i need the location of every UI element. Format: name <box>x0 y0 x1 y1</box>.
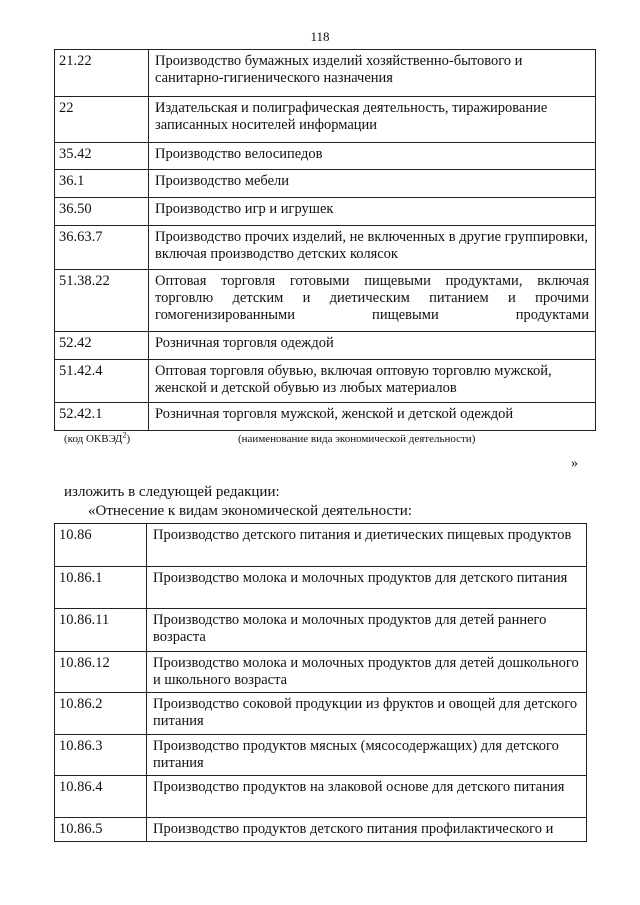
table-row <box>55 97 596 143</box>
table-row <box>55 776 587 818</box>
closing-quote: » <box>571 456 578 471</box>
okved-code: 52.42 <box>55 332 149 360</box>
table-row <box>55 818 587 842</box>
okved-code: 51.38.22 <box>55 270 149 332</box>
table-row <box>55 567 587 609</box>
activity-name: Производство игр и игрушек <box>149 198 596 226</box>
activity-name: Производство прочих изделий, не включенных в другие группировки, включая производство детских колясок <box>149 226 596 270</box>
table-row <box>55 652 587 693</box>
okved-code: 10.86.4 <box>55 776 147 818</box>
okved-table-old <box>54 49 596 431</box>
table-row <box>55 226 596 270</box>
activity-name: Производство продуктов на злаковой основе для детского питания <box>147 776 587 818</box>
new-wording-intro: «Отнесение к видам экономической деятельности: <box>88 503 412 519</box>
activity-name: Производство молока и молочных продуктов для детского питания <box>147 567 587 609</box>
table-row <box>55 270 596 332</box>
page-number: 118 <box>310 29 330 44</box>
okved-code: 36.63.7 <box>55 226 149 270</box>
activity-name: Оптовая торговля готовыми пищевыми продуктами, включая торговлю детским и диетическим питанием и прочими гомогенизированными пищевыми продуктами <box>149 270 596 332</box>
okved-code: 10.86.2 <box>55 693 147 735</box>
okved-code: 52.42.1 <box>55 403 149 431</box>
okved-code: 22 <box>55 97 149 143</box>
okved-code: 51.42.4 <box>55 360 149 403</box>
activity-name-caption: (наименование вида экономической деятельности) <box>238 433 476 445</box>
activity-name: Производство детского питания и диетических пищевых продуктов <box>147 524 587 567</box>
table-row <box>55 170 596 198</box>
okved-code: 36.50 <box>55 198 149 226</box>
amendment-text: изложить в следующей редакции: <box>64 484 280 500</box>
table-row <box>55 50 596 97</box>
okved-code: 35.42 <box>55 143 149 170</box>
okved-code: 10.86.5 <box>55 818 147 842</box>
okved-code: 10.86.11 <box>55 609 147 652</box>
okved-code: 21.22 <box>55 50 149 97</box>
activity-name: Производство велосипедов <box>149 143 596 170</box>
table-row <box>55 143 596 170</box>
okved-code: 10.86 <box>55 524 147 567</box>
table-row <box>55 735 587 776</box>
table-row <box>55 332 596 360</box>
table-row <box>55 609 587 652</box>
activity-name: Розничная торговля одеждой <box>149 332 596 360</box>
okved-code: 10.86.12 <box>55 652 147 693</box>
table-row <box>55 403 596 431</box>
okved-code: 10.86.3 <box>55 735 147 776</box>
activity-name: Оптовая торговля обувью, включая оптовую торговлю мужской, женской и детской обувью из любых материалов <box>149 360 596 403</box>
activity-name: Производство продуктов детского питания профилактического и <box>147 818 587 842</box>
footnote-marker: 2 <box>122 430 127 440</box>
activity-name: Розничная торговля мужской, женской и детской одеждой <box>149 403 596 431</box>
table-row <box>55 198 596 226</box>
activity-name: Производство мебели <box>149 170 596 198</box>
table-row <box>55 524 587 567</box>
okved-table-new <box>54 523 587 842</box>
activity-name: Производство бумажных изделий хозяйственно-бытового и санитарно-гигиенического назначения <box>149 50 596 97</box>
activity-name: Производство молока и молочных продуктов для детей раннего возраста <box>147 609 587 652</box>
okved-code: 36.1 <box>55 170 149 198</box>
activity-name: Производство продуктов мясных (мясосодержащих) для детского питания <box>147 735 587 776</box>
table-row <box>55 360 596 403</box>
table-row <box>55 693 587 735</box>
okved-code: 10.86.1 <box>55 567 147 609</box>
activity-name: Производство соковой продукции из фруктов и овощей для детского питания <box>147 693 587 735</box>
okved-code-caption: (код ОКВЭД$^2$) <box>64 430 131 445</box>
activity-name: Издательская и полиграфическая деятельность, тиражирование записанных носителей информации <box>149 97 596 143</box>
activity-name: Производство молока и молочных продуктов для детей дошкольного и школьного возраста <box>147 652 587 693</box>
